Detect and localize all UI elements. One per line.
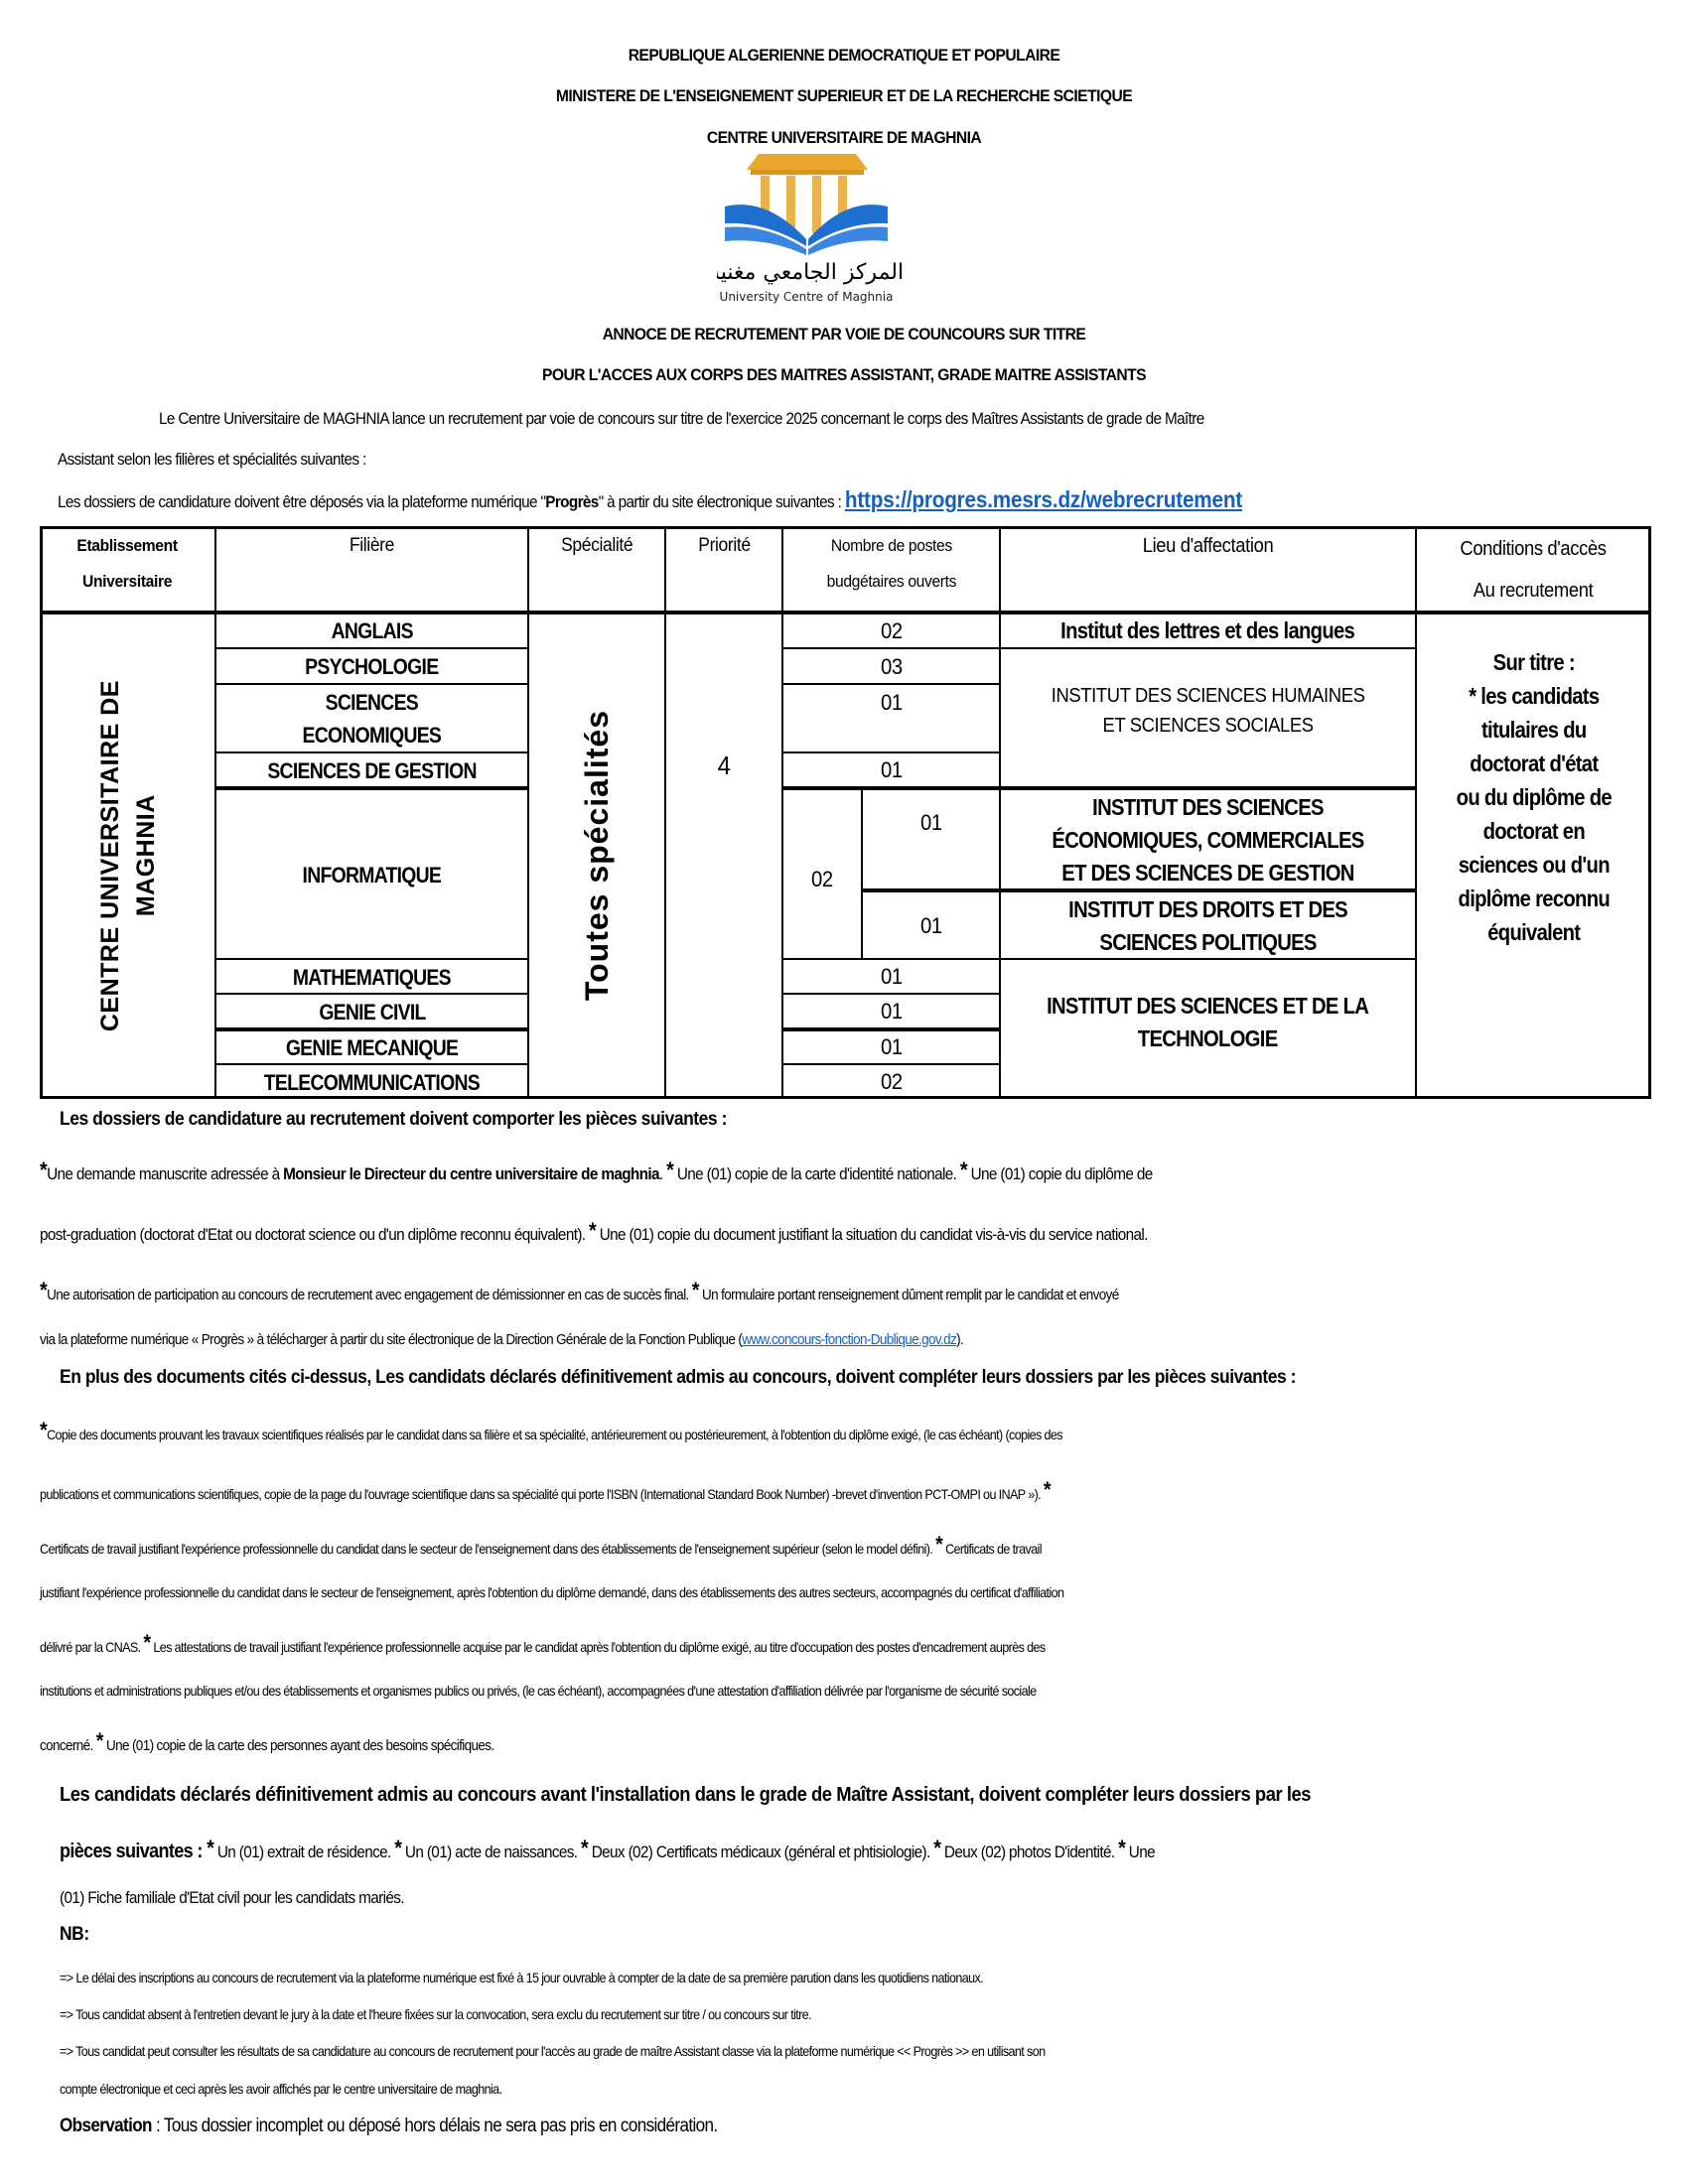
conditions-cell: Sur titre : * les candidats titulaires du doctorat d'état ou du diplôme de doctorat en sciences ou d'un diplôme reconnu équivalent bbox=[1456, 649, 1612, 945]
announcement-subtitle: POUR L'ACCES AUX CORPS DES MAITRES ASSISTANT, GRADE MAITRE ASSISTANTS bbox=[541, 365, 1147, 384]
header-lieu-affectation: Lieu d'affectation bbox=[1142, 535, 1274, 557]
filiere-telecommunications: TELECOMMUNICATIONS bbox=[263, 1069, 481, 1095]
header-priorite: Priorité bbox=[697, 535, 751, 556]
ministry-title: MINISTERE DE L'ENSEIGNEMENT SUPERIEUR ET DE LA RECHERCHE SCIETIQUE bbox=[555, 86, 1133, 105]
postes-mathematiques: 01 bbox=[880, 964, 903, 989]
nb-item-3: => Tous candidat peut consulter les résultats de sa candidature au concours de recrutement pour l'accès au grade de maître Assistant classe via la plateforme numérique << Progrès >> en utilisant son bbox=[60, 2043, 1046, 2059]
postes-anglais: 02 bbox=[880, 617, 903, 643]
etablissement-cell: CENTRE UNIVERSITAIRE DE MAGHNIA bbox=[95, 679, 160, 1032]
filiere-genie-civil: GENIE CIVIL bbox=[318, 999, 426, 1024]
installation-heading: Les candidats déclarés définitivement admis au concours avant l'installation dans le grade de Maître Assistant, doivent compléter leurs dossiers par les bbox=[60, 1784, 1312, 1806]
postes-sciences-gestion: 01 bbox=[880, 757, 903, 782]
filiere-mathematiques: MATHEMATIQUES bbox=[292, 964, 451, 990]
postes-genie-civil: 01 bbox=[880, 999, 903, 1024]
lieu-sciences-humaines: INSTITUT DES SCIENCES HUMAINES ET SCIENCES SOCIALES bbox=[1051, 685, 1365, 737]
dossier-line2: post-graduation (doctorat d'Etat ou doctorat science ou d'un diplôme reconnu équivalent). * Une (01) copie du document justifiant la situation du candidat vis-à-vis du service national. bbox=[40, 1218, 1148, 1244]
admis-line5: délivré par la CNAS. * Les attestations de travail justifiant l'expérience professionnelle acquise par le candidat après l'obtention du diplôme exigé, au titre d'occupation des postes d'encadrement auprès des bbox=[40, 1630, 1046, 1655]
logo-temple-book-icon bbox=[717, 152, 906, 306]
platform-line: Les dossiers de candidature doivent être déposés via la plateforme numérique "Progrès" à partir du site électronique suivantes : https://progres.mesrs.dz/webrecrutement bbox=[58, 486, 1243, 512]
filiere-informatique: INFORMATIQUE bbox=[302, 862, 442, 887]
observation-line: Observation : Tous dossier incomplet ou déposé hors délais ne sera pas pris en considération. bbox=[60, 2116, 718, 2136]
admis-line2: publications et communications scientifiques, copie de la page du l'ouvrage scientifique dans sa spécialité qui porte l'ISBN (International Standard Book Number) -brevet d'invention PCT-OMPI ou INAP »). * bbox=[40, 1477, 1051, 1502]
admis-heading: En plus des documents cités ci-dessus, Les candidats déclarés définitivement admis au concours, doivent compléter leurs dossiers par les pièces suivantes : bbox=[60, 1367, 1297, 1388]
postes-telecommunications: 02 bbox=[880, 1069, 903, 1094]
observation-label: Observation bbox=[60, 2116, 152, 2136]
filiere-sciences-gestion: SCIENCES DE GESTION bbox=[267, 757, 477, 783]
svg-text:المركز الجامعي مغنية: المركز الجامعي مغنية bbox=[717, 260, 905, 285]
header-filiere: Filière bbox=[349, 535, 395, 556]
installation-line2: pièces suivantes : * Un (01) extrait de résidence. * Un (01) acte de naissances. * Deux (02) Certificats médicaux (général et phtisiologie). * Deux (02) photos D'identité. * Une bbox=[60, 1836, 1155, 1862]
filiere-psychologie: PSYCHOLOGIE bbox=[305, 654, 439, 679]
priorite-cell: 4 bbox=[717, 750, 731, 780]
postes-sciences-economiques: 01 bbox=[880, 689, 903, 715]
filiere-anglais: ANGLAIS bbox=[331, 618, 413, 643]
postes-genie-mecanique: 01 bbox=[880, 1034, 903, 1059]
admis-line3: Certificats de travail justifiant l'expérience professionnelle du candidat dans le secteur de l'enseignement dans des établissements de l'enseignement supérieur (selon le model défini). * Certificats de travail bbox=[40, 1532, 1042, 1557]
admis-line1: *Copie des documents prouvant les travaux scientifiques réalisés par le candidat dans sa filière et sa spécialité, antérieurement ou postérieurement, à l'obtention du diplôme exigé, (le cas échéant) (copies des bbox=[40, 1418, 1062, 1442]
header-specialite: Spécialité bbox=[560, 535, 633, 556]
installation-line3: (01) Fiche familiale d'Etat civil pour les candidats mariés. bbox=[60, 1888, 404, 1907]
filiere-genie-mecanique: GENIE MECANIQUE bbox=[285, 1034, 459, 1060]
lieu-sciences-economiques: INSTITUT DES SCIENCES ÉCONOMIQUES, COMMERCIALES ET DES SCIENCES DE GESTION bbox=[1052, 793, 1364, 886]
header-nombre-postes: Nombre de postes budgétaires ouverts bbox=[826, 536, 956, 591]
admis-line4: justifiant l'expérience professionnelle du candidat dans le secteur de l'enseignement, après l'obtention du diplôme demandé, dans des établissements des autres secteurs, accompagnés du certificat d'affiliation bbox=[40, 1584, 1064, 1600]
announcement-title: ANNOCE DE RECRUTEMENT PAR VOIE DE COUNCOURS SUR TITRE bbox=[602, 325, 1086, 343]
university-title: CENTRE UNIVERSITAIRE DE MAGHNIA bbox=[706, 128, 982, 147]
header-conditions: Conditions d'accès Au recrutement bbox=[1460, 538, 1608, 602]
postes-informatique-eco: 01 bbox=[919, 810, 942, 835]
university-logo bbox=[717, 152, 906, 306]
postes-psychologie: 03 bbox=[880, 653, 903, 679]
admis-line6: institutions et administrations publiques et/ou des établissements et organismes publics ou privés, (le cas échéant), accompagnées d'une attestation d'affiliation délivrée par l'organisme de sécurité sociale bbox=[40, 1683, 1037, 1699]
filiere-sciences-economiques: SCIENCES ECONOMIQUES bbox=[302, 690, 442, 748]
postes-informatique-droit: 01 bbox=[919, 912, 942, 938]
nb-label: NB: bbox=[60, 1924, 89, 1945]
nb-item-2: => Tous candidat absent à l'entretien devant le jury à la date et l'heure fixées sur la convocation, sera exclu du recrutement sur titre / ou concours sur titre. bbox=[60, 2006, 811, 2022]
admis-line7: concerné. * Une (01) copie de la carte des personnes ayant des besoins spécifiques. bbox=[40, 1728, 494, 1754]
specialite-cell: Toutes spécialités bbox=[578, 710, 615, 1002]
intro-paragraph-line2: Assistant selon les filières et spécialités suivantes : bbox=[58, 450, 366, 469]
lieu-lettres-langues: Institut des lettres et des langues bbox=[1060, 617, 1355, 643]
nb-item-4: compte électronique et ceci après les avoir affichés par le centre universitaire de maghnia. bbox=[60, 2081, 502, 2097]
postes-informatique-total: 02 bbox=[811, 867, 833, 891]
svg-text:University Centre of Maghnia: University Centre of Maghnia bbox=[719, 290, 894, 304]
dossier-line1: *Une demande manuscrite adressée à Monsieur le Directeur du centre universitaire de maghnia. * Une (01) copie de la carte d'identité nationale. * Une (01) copie du diplôme de bbox=[40, 1158, 1153, 1183]
header-etablissement: Etablissement Universitaire bbox=[76, 536, 179, 591]
fonction-publique-link[interactable]: www.concours-fonction-Dublique.gov.dz bbox=[742, 1331, 957, 1348]
lieu-droits: INSTITUT DES DROITS ET DES SCIENCES POLITIQUES bbox=[1068, 895, 1347, 955]
dossier-line4: via la plateforme numérique « Progrès » à télécharger à partir du site électronique de la Direction Générale de la Fonction Publique (www.concours-fonction-Dublique.gov.dz). bbox=[40, 1331, 964, 1348]
lieu-sciences-technologie: INSTITUT DES SCIENCES ET DE LA TECHNOLOGIE bbox=[1047, 993, 1369, 1051]
dossier-heading: Les dossiers de candidature au recrutement doivent comporter les pièces suivantes : bbox=[60, 1109, 727, 1130]
intro-paragraph-line1: Le Centre Universitaire de MAGHNIA lance un recrutement par voie de concours sur titre de l'exercice 2025 concernant le corps des Maîtres Assistants de grade de Maître bbox=[159, 409, 1204, 428]
nb-item-1: => Le délai des inscriptions au concours de recrutement via la plateforme numérique est fixé à 15 jour ouvrable à compter de la date de sa première parution dans les quotidiens nationaux. bbox=[60, 1970, 984, 1985]
dossier-line3: *Une autorisation de participation au concours de recrutement avec engagement de démissionner en cas de succès final. * Un formulaire portant renseignement dûment remplit par le candidat et envoyé bbox=[40, 1278, 1119, 1303]
platform-name: Progrès bbox=[545, 492, 599, 511]
progres-link[interactable]: https://progres.mesrs.dz/webrecrutement bbox=[844, 486, 1243, 512]
republic-title: REPUBLIQUE ALGERIENNE DEMOCRATIQUE ET POPULAIRE bbox=[628, 46, 1060, 65]
